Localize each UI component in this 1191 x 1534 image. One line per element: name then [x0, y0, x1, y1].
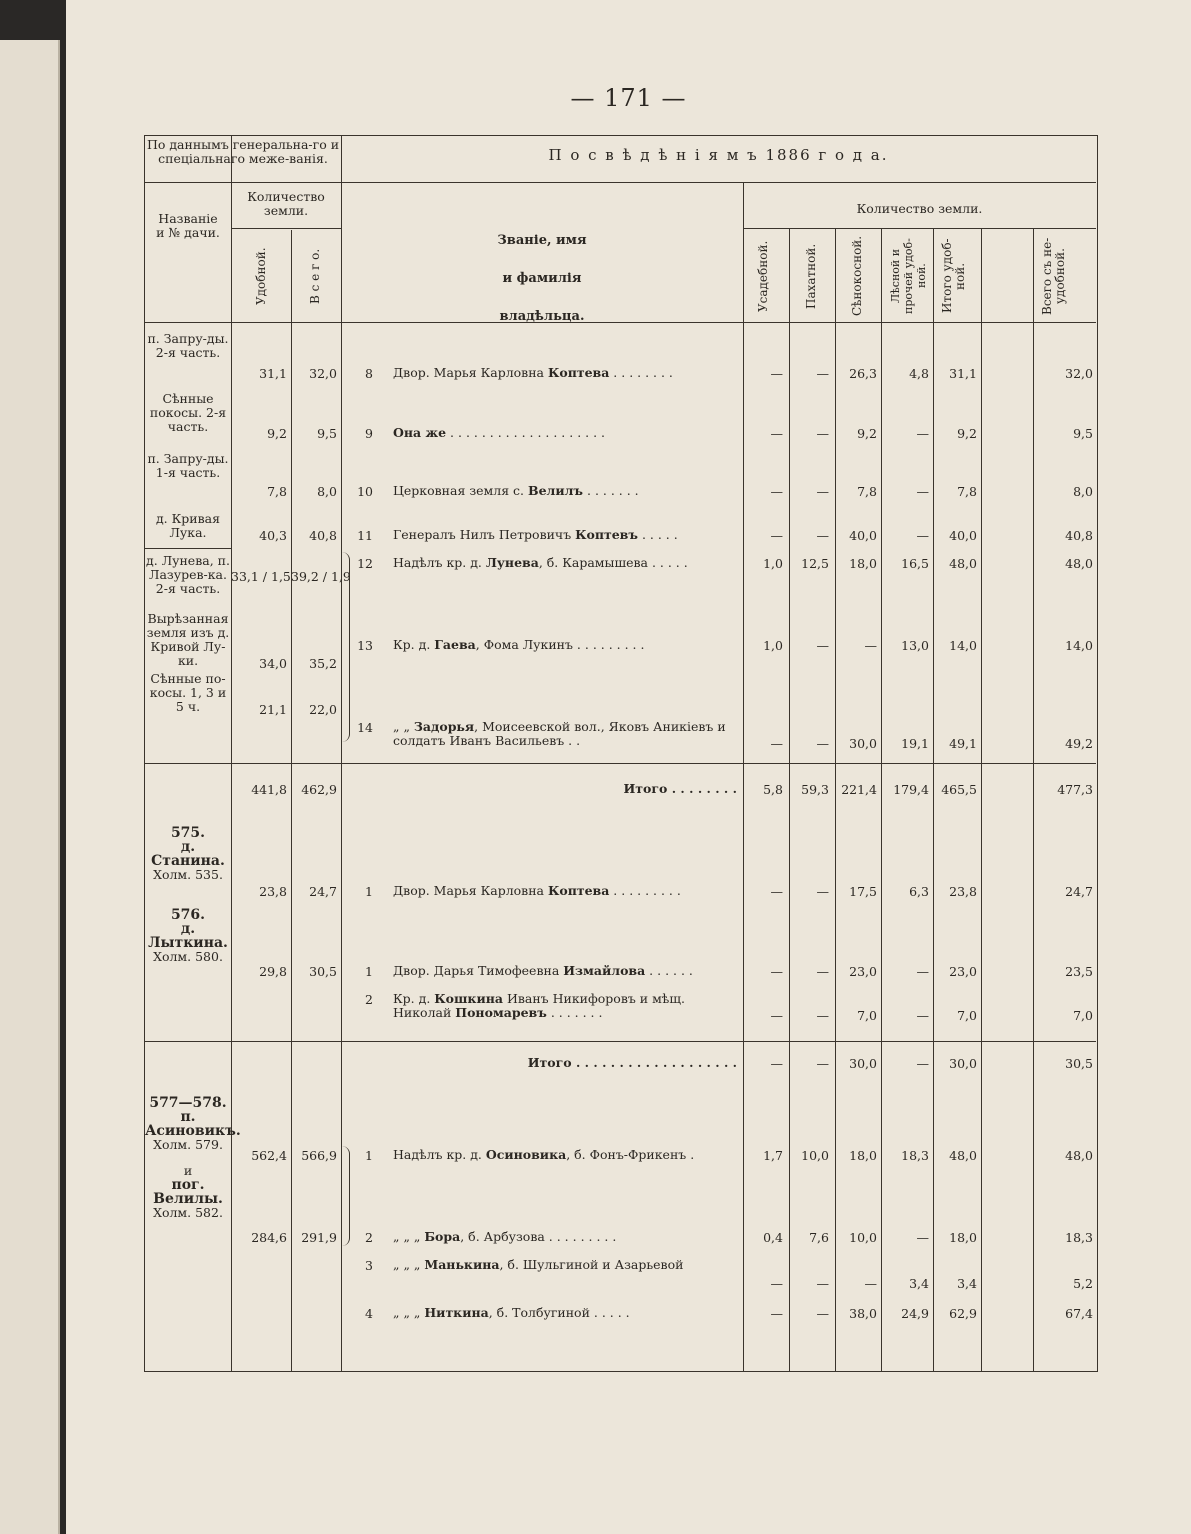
dacha-name: д. Станина.: [151, 839, 225, 869]
dacha-name: д. Лунева, п. Лазурев-ка. 2-я часть.: [146, 553, 230, 596]
itogo-udob-value: 23,8: [949, 884, 977, 899]
total-senokosnoy: 30,0: [849, 1056, 877, 1071]
udob-value: 7,8: [267, 484, 287, 499]
row-number: 9: [365, 426, 373, 441]
header-land-qty-right: Количество земли.: [856, 201, 983, 216]
pakhatnoy-value: —: [816, 484, 829, 499]
vsego-value: 22,0: [309, 702, 337, 717]
itogo-udob-value: 9,2: [957, 426, 977, 441]
dacha-number: 577—578.: [149, 1095, 227, 1111]
row-divider: [145, 182, 1096, 183]
itogo-udob-value: 62,9: [949, 1306, 977, 1321]
udob-value: 33,1 / 1,5: [231, 569, 291, 584]
vsego-value: 32,0: [309, 366, 337, 381]
udob-value: 31,1: [259, 366, 287, 381]
senokosnoy-value: 18,0: [849, 1148, 877, 1163]
itogo-udob-value: 48,0: [949, 556, 977, 571]
senokosnoy-value: 7,0: [857, 1008, 877, 1023]
page-number: — 171 —: [570, 84, 687, 112]
vsego-neudob-value: 48,0: [1065, 1148, 1093, 1163]
lesnoy-value: 19,1: [901, 736, 929, 751]
header-udobnoy: Удобной.: [254, 247, 268, 305]
lesnoy-value: —: [916, 1230, 929, 1245]
dacha-name: Вырѣзанная земля изъ д. Кривой Лу-ки.: [146, 611, 230, 668]
usadebnoy-value: —: [770, 1008, 783, 1023]
total-udob: 441,8: [251, 782, 287, 797]
itogo-udob-value: 48,0: [949, 1148, 977, 1163]
header-usadebnoy: Усадебной.: [756, 240, 770, 312]
holm-ref: Холм. 535.: [153, 867, 223, 882]
dacha-name: Сѣнные по-косы. 1, 3 и 5 ч.: [149, 671, 227, 714]
dacha-name: п. Асиновикъ.: [145, 1109, 241, 1139]
left-page-edge: [0, 40, 60, 1534]
pakhatnoy-value: —: [816, 1008, 829, 1023]
total-usadebnoy: —: [770, 1056, 783, 1071]
vsego-value: 9,5: [317, 426, 337, 441]
udob-value: 21,1: [259, 702, 287, 717]
vsego-neudob-value: 7,0: [1073, 1008, 1093, 1023]
holm-ref: Холм. 579.: [153, 1137, 223, 1152]
usadebnoy-value: —: [770, 484, 783, 499]
vsego-value: 40,8: [309, 528, 337, 543]
pakhatnoy-value: —: [816, 426, 829, 441]
document-page: [66, 0, 1191, 1534]
row-divider: [145, 1041, 1096, 1042]
header-owner: Званіе, имя и фамилія владѣльца.: [497, 233, 587, 324]
header-itogo-udob: Итого удоб-ной.: [940, 238, 967, 314]
col-divider: [743, 182, 744, 1371]
lesnoy-value: —: [916, 426, 929, 441]
holm-ref: Холм. 580.: [153, 949, 223, 964]
senokosnoy-value: 17,5: [849, 884, 877, 899]
pakhatnoy-value: —: [816, 366, 829, 381]
total-itogo-udob: 30,0: [949, 1056, 977, 1071]
vsego-neudob-value: 5,2: [1073, 1276, 1093, 1291]
owner-text: Двор. Дарья Тимофеевна Измайлова . . . . . .: [393, 963, 693, 978]
vsego-value: 24,7: [309, 884, 337, 899]
vsego-neudob-value: 9,5: [1073, 426, 1093, 441]
dacha-name: пог. Велилы.: [153, 1177, 223, 1207]
owner-text: „ „ „ Манькина, б. Шульгиной и Азарьевой: [393, 1257, 684, 1272]
vsego-value: 39,2 / 1,9: [291, 569, 351, 584]
usadebnoy-value: —: [770, 1276, 783, 1291]
row-divider: [231, 228, 341, 229]
land-table: [144, 135, 1098, 1372]
lesnoy-value: 4,8: [909, 366, 929, 381]
vsego-value: 291,9: [301, 1230, 337, 1245]
itogo-udob-value: 49,1: [949, 736, 977, 751]
total-label: Итого . . . . . . . .: [623, 781, 737, 796]
usadebnoy-value: —: [770, 884, 783, 899]
vsego-value: 8,0: [317, 484, 337, 499]
col-divider: [981, 228, 982, 1371]
vsego-neudob-value: 8,0: [1073, 484, 1093, 499]
lesnoy-value: —: [916, 528, 929, 543]
udob-value: 34,0: [259, 656, 287, 671]
udob-value: 40,3: [259, 528, 287, 543]
owner-text: Двор. Марья Карловна Коптева . . . . . . . .: [393, 365, 673, 380]
senokosnoy-value: 40,0: [849, 528, 877, 543]
dacha-name: Сѣнные покосы. 2-я часть.: [149, 391, 227, 434]
lesnoy-value: 6,3: [909, 884, 929, 899]
udob-value: 9,2: [267, 426, 287, 441]
owner-text: „ „ „ Ниткина, б. Толбугиной . . . . .: [393, 1305, 630, 1320]
col-divider: [933, 228, 934, 1371]
owner-text: Надѣлъ кр. д. Лунева, б. Карамышева . . . . .: [393, 555, 688, 570]
header-land-qty: Количество земли.: [247, 189, 325, 218]
row-number: 2: [365, 992, 373, 1007]
usadebnoy-value: 1,7: [763, 1148, 783, 1163]
itogo-udob-value: 40,0: [949, 528, 977, 543]
header-lesnoy: Лѣсной и прочей удоб-ной.: [889, 238, 928, 314]
senokosnoy-value: 23,0: [849, 964, 877, 979]
row-number: 14: [357, 720, 373, 735]
pakhatnoy-value: —: [816, 528, 829, 543]
conjunction: и: [183, 1163, 193, 1178]
lesnoy-value: —: [916, 1008, 929, 1023]
dacha-name: п. Запру-ды. 2-я часть.: [147, 331, 229, 360]
row-number: 3: [365, 1258, 373, 1273]
senokosnoy-value: —: [864, 638, 877, 653]
total-lesnoy: —: [916, 1056, 929, 1071]
udob-value: 23,8: [259, 884, 287, 899]
col-divider: [835, 228, 836, 1371]
header-senokosnoy: Сѣнокосной.: [850, 235, 864, 317]
itogo-udob-value: 23,0: [949, 964, 977, 979]
udob-value: 284,6: [251, 1230, 287, 1245]
pakhatnoy-value: —: [816, 964, 829, 979]
vsego-value: 566,9: [301, 1148, 337, 1163]
vsego-neudob-value: 18,3: [1065, 1230, 1093, 1245]
usadebnoy-value: —: [770, 528, 783, 543]
owner-text: Генералъ Нилъ Петровичъ Коптевъ . . . . .: [393, 527, 678, 542]
owner-text: Кр. д. Гаева, Фома Лукинъ . . . . . . . . .: [393, 637, 645, 652]
row-number: 10: [357, 484, 373, 499]
header-1886-survey: П о с в ѣ д ѣ н і я м ъ 1886 г о д а.: [548, 146, 889, 164]
total-vsego: 462,9: [301, 782, 337, 797]
owner-text: Надѣлъ кр. д. Осиновика, б. Фонъ-Фрикенъ .: [393, 1147, 695, 1162]
pakhatnoy-value: —: [816, 736, 829, 751]
vsego-neudob-value: 67,4: [1065, 1306, 1093, 1321]
lesnoy-value: 3,4: [909, 1276, 929, 1291]
total-itogo-udob: 465,5: [941, 782, 977, 797]
pakhatnoy-value: 7,6: [809, 1230, 829, 1245]
col-divider: [1033, 228, 1034, 1371]
itogo-udob-value: 14,0: [949, 638, 977, 653]
lesnoy-value: 24,9: [901, 1306, 929, 1321]
holm-ref: Холм. 582.: [153, 1205, 223, 1220]
pakhatnoy-value: —: [816, 1276, 829, 1291]
row-number: 12: [357, 556, 373, 571]
lesnoy-value: 13,0: [901, 638, 929, 653]
row-divider: [145, 763, 1096, 764]
dacha-575: [145, 826, 231, 882]
dacha-name: д. Лыткина.: [148, 921, 228, 951]
itogo-udob-value: 3,4: [957, 1276, 977, 1291]
total-pakhatnoy: 59,3: [801, 782, 829, 797]
total-usadebnoy: 5,8: [763, 782, 783, 797]
usadebnoy-value: 1,0: [763, 556, 783, 571]
row-number: 2: [365, 1230, 373, 1245]
usadebnoy-value: 1,0: [763, 638, 783, 653]
itogo-udob-value: 7,8: [957, 484, 977, 499]
row-divider: [145, 548, 231, 549]
col-divider: [291, 230, 292, 1371]
usadebnoy-value: —: [770, 426, 783, 441]
row-number: 13: [357, 638, 373, 653]
header-name-col: Названіе и № дачи.: [156, 211, 220, 240]
row-divider: [743, 228, 1096, 229]
total-vsego-neudob: 30,5: [1065, 1056, 1093, 1071]
dacha-name: п. Запру-ды. 1-я часть.: [147, 451, 229, 480]
usadebnoy-value: —: [770, 964, 783, 979]
lesnoy-value: —: [916, 484, 929, 499]
lesnoy-value: 16,5: [901, 556, 929, 571]
header-pakhatnoy: Пахатной.: [804, 243, 818, 309]
row-number: 1: [365, 884, 373, 899]
pakhatnoy-value: 12,5: [801, 556, 829, 571]
senokosnoy-value: 9,2: [857, 426, 877, 441]
usadebnoy-value: —: [770, 366, 783, 381]
row-number: 11: [357, 528, 373, 543]
pakhatnoy-value: —: [816, 638, 829, 653]
dacha-name: д. Кривая Лука.: [155, 511, 221, 540]
udob-value: 29,8: [259, 964, 287, 979]
senokosnoy-value: 7,8: [857, 484, 877, 499]
row-number: 1: [365, 1148, 373, 1163]
dacha-576: [145, 908, 231, 964]
owner-text: Двор. Марья Карловна Коптева . . . . . . . . .: [393, 883, 681, 898]
lesnoy-value: 18,3: [901, 1148, 929, 1163]
total-pakhatnoy: —: [816, 1056, 829, 1071]
vsego-neudob-value: 48,0: [1065, 556, 1093, 571]
pakhatnoy-value: —: [816, 884, 829, 899]
vsego-neudob-value: 40,8: [1065, 528, 1093, 543]
header-vsego: В с е г о.: [308, 248, 322, 304]
total-label: Итого . . . . . . . . . . . . . . . . . . .: [527, 1055, 737, 1070]
dacha-number: 576.: [170, 907, 206, 923]
senokosnoy-value: 38,0: [849, 1306, 877, 1321]
vsego-neudob-value: 24,7: [1065, 884, 1093, 899]
row-number: 1: [365, 964, 373, 979]
vsego-neudob-value: 49,2: [1065, 736, 1093, 751]
senokosnoy-value: —: [864, 1276, 877, 1291]
vsego-neudob-value: 23,5: [1065, 964, 1093, 979]
vsego-value: 30,5: [309, 964, 337, 979]
pakhatnoy-value: —: [816, 1306, 829, 1321]
itogo-udob-value: 7,0: [957, 1008, 977, 1023]
vsego-value: 35,2: [309, 656, 337, 671]
total-lesnoy: 179,4: [893, 782, 929, 797]
usadebnoy-value: —: [770, 736, 783, 751]
owner-text: „ „ „ Бора, б. Арбузова . . . . . . . . .: [393, 1229, 617, 1244]
col-divider: [881, 228, 882, 1371]
total-senokosnoy: 221,4: [841, 782, 877, 797]
vsego-neudob-value: 14,0: [1065, 638, 1093, 653]
vsego-neudob-value: 32,0: [1065, 366, 1093, 381]
senokosnoy-value: 10,0: [849, 1230, 877, 1245]
dacha-number: 575.: [170, 825, 206, 841]
senokosnoy-value: 18,0: [849, 556, 877, 571]
row-number: 8: [365, 366, 373, 381]
udob-value: 562,4: [251, 1148, 287, 1163]
header-general-survey: По даннымъ генеральна-го и спеціальнаго меже-ванія.: [146, 137, 340, 166]
row-number: 4: [365, 1306, 373, 1321]
owner-text: Она же . . . . . . . . . . . . . . . . . . . .: [393, 425, 606, 440]
senokosnoy-value: 30,0: [849, 736, 877, 751]
lesnoy-value: —: [916, 964, 929, 979]
itogo-udob-value: 31,1: [949, 366, 977, 381]
itogo-udob-value: 18,0: [949, 1230, 977, 1245]
usadebnoy-value: 0,4: [763, 1230, 783, 1245]
col-divider: [789, 228, 790, 1371]
dacha-577-578: [145, 1095, 241, 1220]
pakhatnoy-value: 10,0: [801, 1148, 829, 1163]
senokosnoy-value: 26,3: [849, 366, 877, 381]
owner-text: Церковная земля с. Велилъ . . . . . . .: [393, 483, 639, 498]
total-vsego-neudob: 477,3: [1057, 782, 1093, 797]
owner-text: „ „ Задорья, Моисеевской вол., Яковъ Аникіевъ и солдатъ Иванъ Васильевъ . .: [393, 719, 726, 748]
usadebnoy-value: —: [770, 1306, 783, 1321]
owner-text: Кр. д. Кошкина Иванъ Никифоровъ и мѣщ. Николай Пономаревъ . . . . . . .: [393, 991, 685, 1020]
header-vsego-neudob: Всего съ не-удобной.: [1040, 237, 1067, 315]
